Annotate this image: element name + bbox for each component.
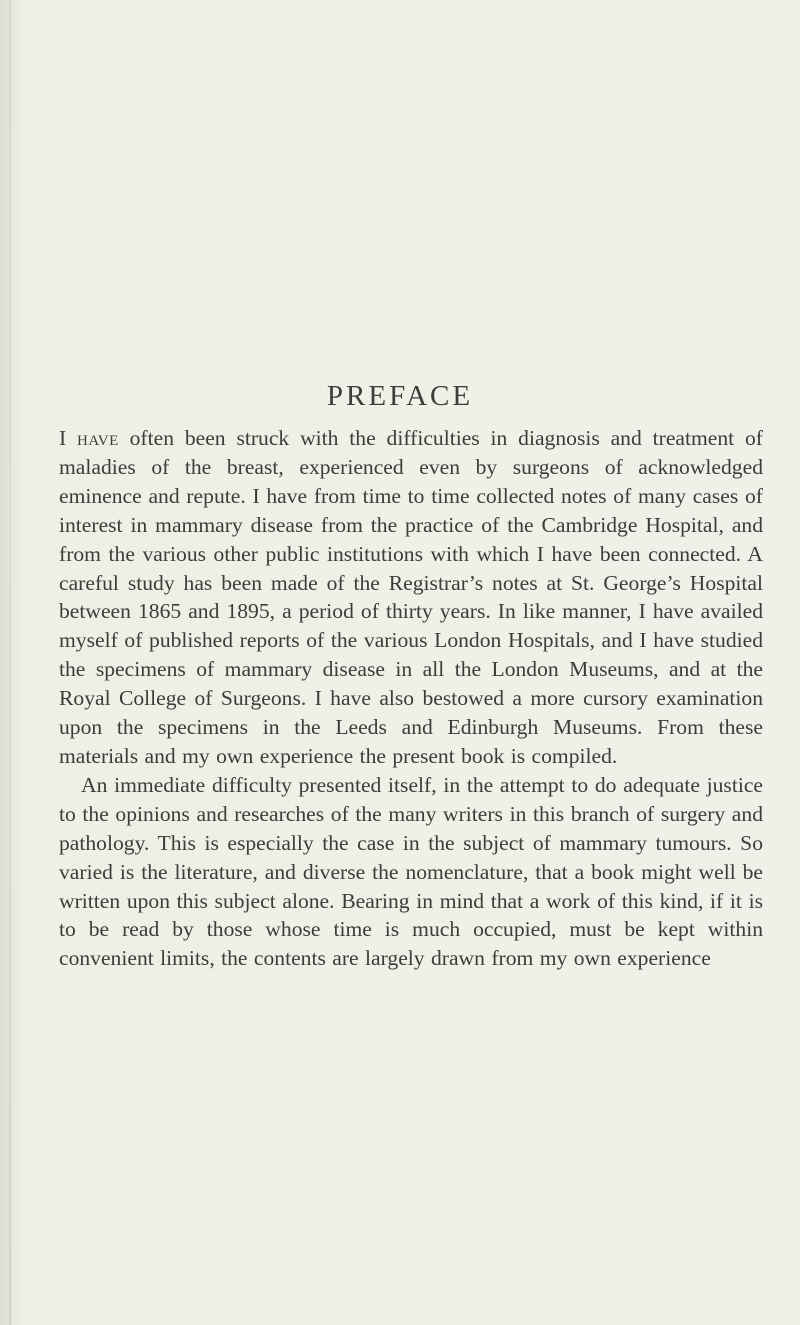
preface-body [59, 424, 763, 973]
page-heading: PREFACE [326, 380, 474, 412]
paragraph-1-lead-smallcaps: have [77, 426, 119, 450]
paragraph-2 [59, 771, 763, 973]
paragraph-1-text: often been struck with the difficulties in diagnosis and treatment of maladies of the breast, experienced even by surgeons of acknowledged eminence and repute. I have from time to time collected notes of many cases of interest in mammary disease from the practice of the Cambridge Hospital, and from the various other public institutions with which I have been connected. A careful study has been made of the Registrar’s notes at St. George’s Hospital between 1865 and 1895, a period of thirty years. In like manner, I have availed myself of published reports of the various London Hospitals, and I have studied the specimens of mammary disease in all the London Museums, and at the Royal College of Surgeons. I have also bestowed a more cursory examination upon the specimens in the Leeds and Edinburgh Museums. From these materials and my own experience the present book is compiled. [59, 426, 763, 768]
paragraph-2-text: An immediate difficulty presented itself, in the attempt to do adequate justice to the opinions and researches of the many writers in this branch of surgery and pathology. This is especially the case in the subject of mammary tumours. So varied is the literature, and diverse the nomenclature, that a book might well be written upon this subject alone. Bearing in mind that a work of this kind, if it is to be read by those whose time is much occupied, must be kept within convenient limits, the contents are largely drawn from my own experience [59, 772, 763, 971]
binding-gutter [9, 0, 11, 1325]
paragraph-1 [59, 424, 763, 771]
paragraph-1-lead-cap: I [59, 426, 78, 450]
